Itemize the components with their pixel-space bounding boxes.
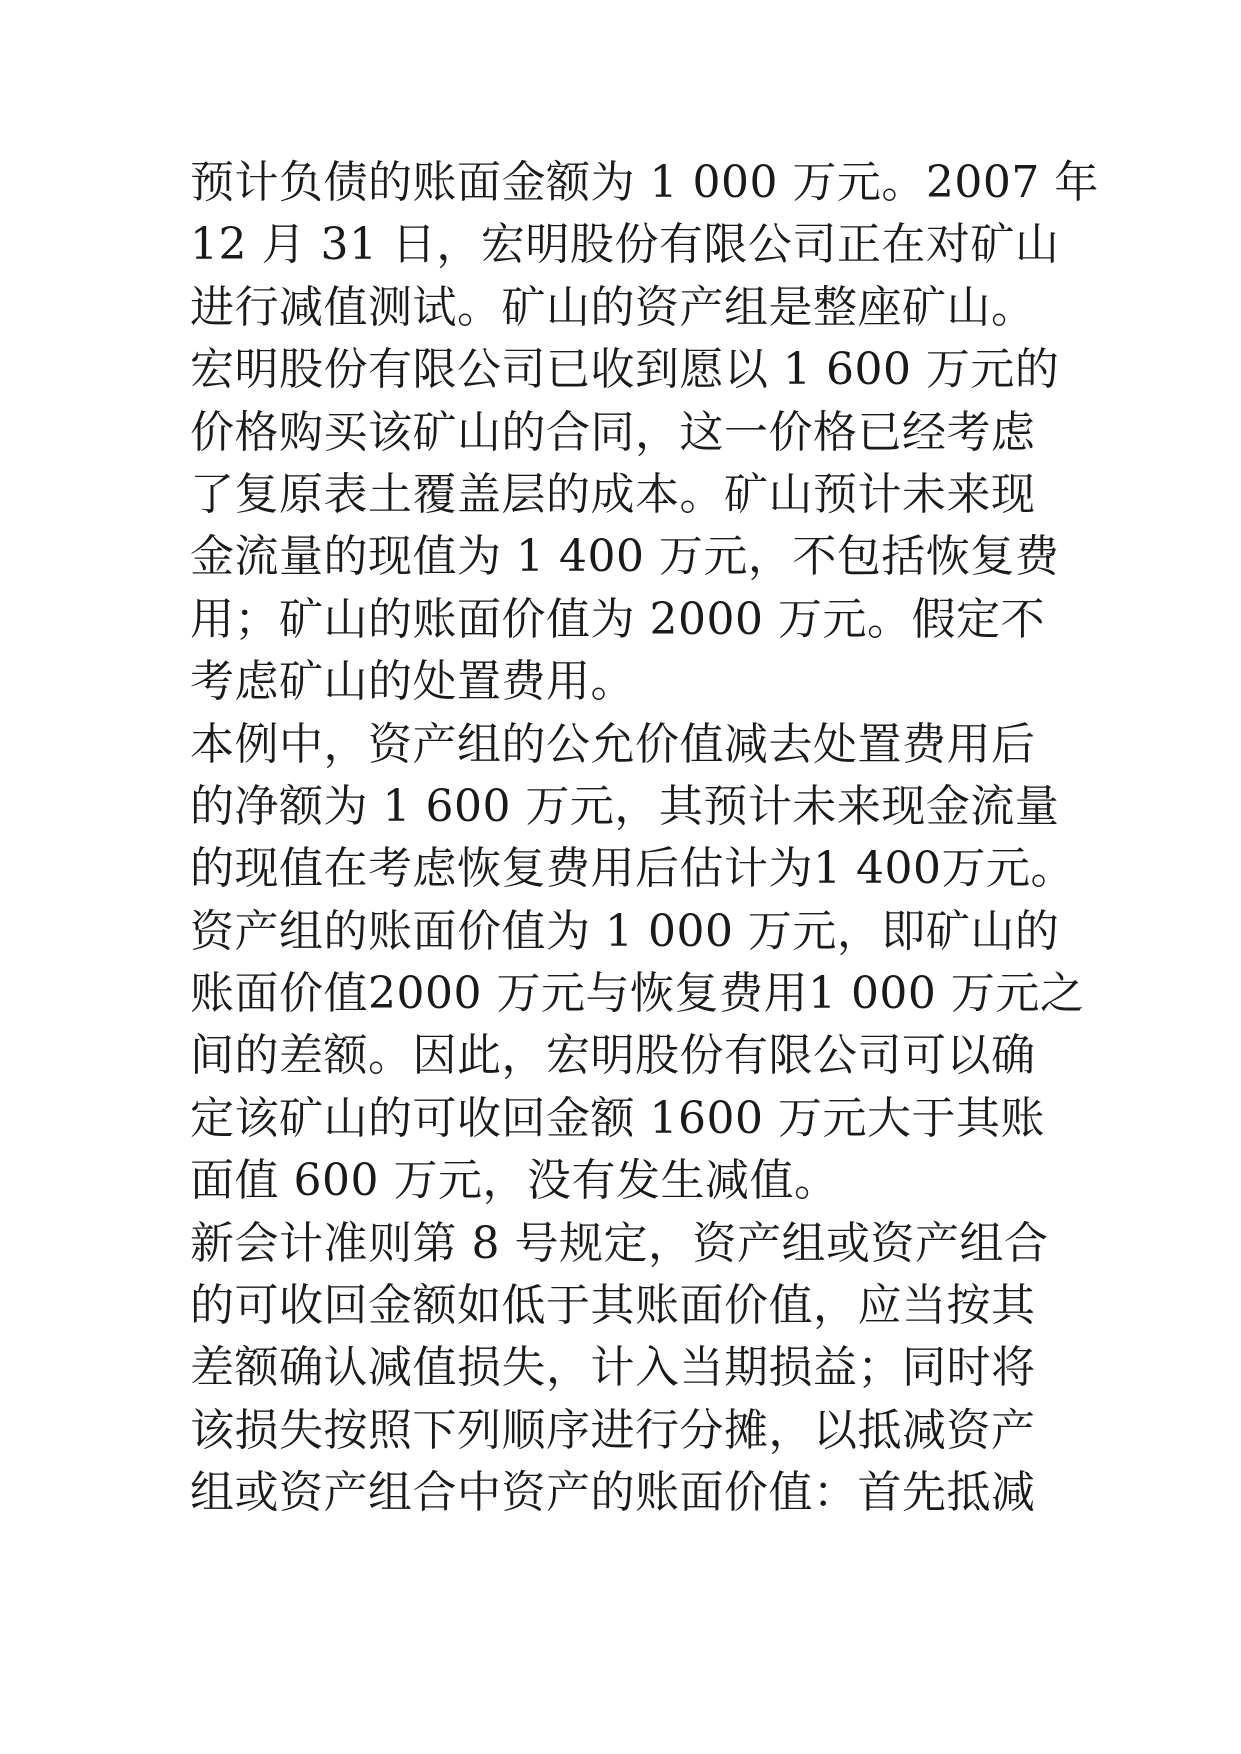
body-text [190, 152, 1099, 1525]
text-line: 的现值在考虑恢复费用后估计为1 400万元。 [190, 843, 1075, 895]
text-line: 该损失按照下列顺序进行分摊，以抵减资产 [190, 1404, 1036, 1456]
text-line: 资产组的账面价值为 1 000 万元，即矿山的 [190, 905, 1060, 957]
text-line: 考虑矿山的处置费用。 [190, 656, 635, 708]
text-line: 用；矿山的账面价值为 2000 万元。假定不 [190, 593, 1045, 645]
text-line: 预计负债的账面金额为 1 000 万元。2007 年 [190, 157, 1099, 208]
text-line: 的可收回金额如低于其账面价值，应当按其 [190, 1280, 1036, 1332]
text-line: 组或资产组合中资产的账面价值：首先抵减 [190, 1467, 1036, 1519]
text-line: 12 月 31 日，宏明股份有限公司正在对矿山 [190, 219, 1060, 271]
text-line: 新会计准则第 8 号规定，资产组或资产组合 [190, 1217, 1049, 1269]
text-line: 宏明股份有限公司已收到愿以 1 600 万元的 [190, 344, 1060, 396]
text-line: 进行减值测试。矿山的资产组是整座矿山。 [190, 281, 1036, 333]
text-line: 本例中，资产组的公允价值减去处置费用后 [190, 718, 1036, 770]
text-line: 定该矿山的可收回金额 1600 万元大于其账 [190, 1092, 1045, 1144]
text-line: 的净额为 1 600 万元，其预计未来现金流量 [190, 780, 1060, 832]
text-line: 了复原表土覆盖层的成本。矿山预计未来现 [190, 468, 1036, 520]
text-line: 金流量的现值为 1 400 万元，不包括恢复费 [190, 531, 1060, 583]
text-line: 差额确认减值损失，计入当期损益；同时将 [190, 1342, 1036, 1394]
text-line: 账面价值2000 万元与恢复费用1 000 万元之 [190, 968, 1085, 1020]
text-line: 间的差额。因此，宏明股份有限公司可以确 [190, 1030, 1036, 1082]
text-line: 价格购买该矿山的合同，这一价格已经考虑 [190, 406, 1036, 458]
text-line: 面值 600 万元，没有发生减值。 [190, 1155, 839, 1207]
